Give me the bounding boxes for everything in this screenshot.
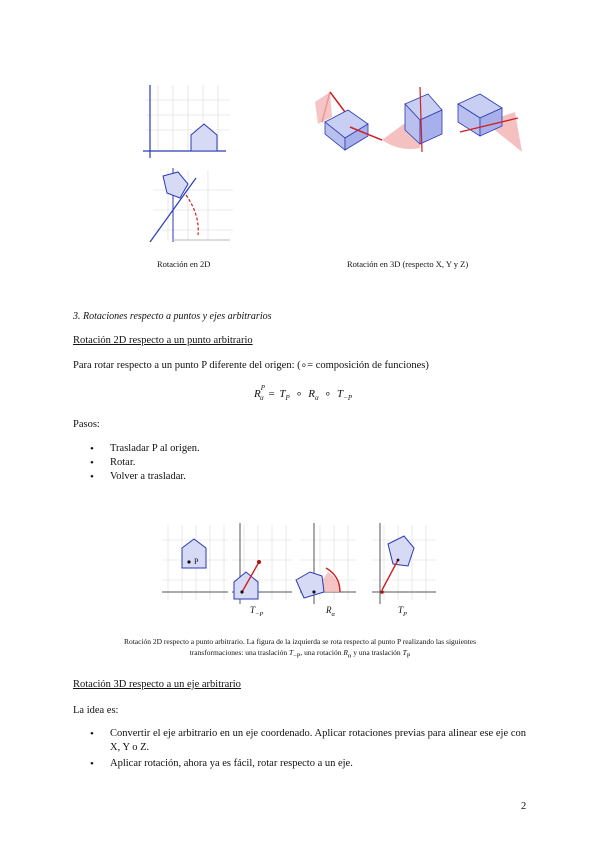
formula: $R^P_\alpha = T_P$ ∘ $R_\alpha$ ∘ $T_{-P}$ <box>254 384 353 402</box>
steps-figure-caption-line2: transformaciones: una traslación $T_{-P}$, una rotación $R_\alpha$ y una traslación $T_P$ <box>189 648 411 660</box>
steps-figure-caption-line1: Rotación 2D respecto a punto arbitrario. La figura de la izquierda se rota respecto al punto P realizando las siguientes <box>123 637 477 646</box>
step-item: • Volver a trasladar. <box>90 470 200 484</box>
caption-rotation-3d: Rotación en 3D (respecto X, Y y Z) <box>347 259 469 269</box>
steps-label: Pasos: <box>73 419 100 430</box>
caption-rotation-2d: Rotación en 2D <box>157 259 211 269</box>
rot3d-bullet-list <box>90 727 526 771</box>
label-t-neg-p: $T_{-P}$ <box>250 605 264 618</box>
rot3d-bullet: • Convertir el eje arbitrario en un eje coordenado. Aplicar rotaciones previas para alinear ese eje con X, Y o Z. <box>90 727 526 755</box>
step-item: • Trasladar P al origen. <box>90 442 200 456</box>
rot2d-intro: Para rotar respecto a un punto P diferente del origen: (∘= composición de funciones) <box>73 360 429 371</box>
rot3d-bullet: • Aplicar rotación, ahora ya es fácil, rotar respecto a un eje. <box>90 757 526 771</box>
cube-rot-x <box>315 92 382 150</box>
step-item: • Rotar. <box>90 456 200 470</box>
point-p-label: P <box>194 557 199 566</box>
cube-rot-y <box>382 87 442 152</box>
rot2d-title: Rotación 2D respecto a un punto arbitrario <box>73 335 253 346</box>
steps-list <box>90 442 200 484</box>
rotation-2d-figure <box>138 80 238 250</box>
rotation-3d-figure <box>310 82 530 162</box>
rot3d-title: Rotación 3D respecto a un eje arbitrario <box>73 679 241 690</box>
cube-rot-z <box>458 94 522 152</box>
page-number: 2 <box>521 801 527 812</box>
section-heading: 3. Rotaciones respecto a puntos y ejes arbitrarios <box>73 311 272 322</box>
label-r-alpha: $R_\alpha$ <box>326 605 335 618</box>
rot3d-intro: La idea es: <box>73 705 119 716</box>
label-t-p: $T_P$ <box>398 605 407 618</box>
